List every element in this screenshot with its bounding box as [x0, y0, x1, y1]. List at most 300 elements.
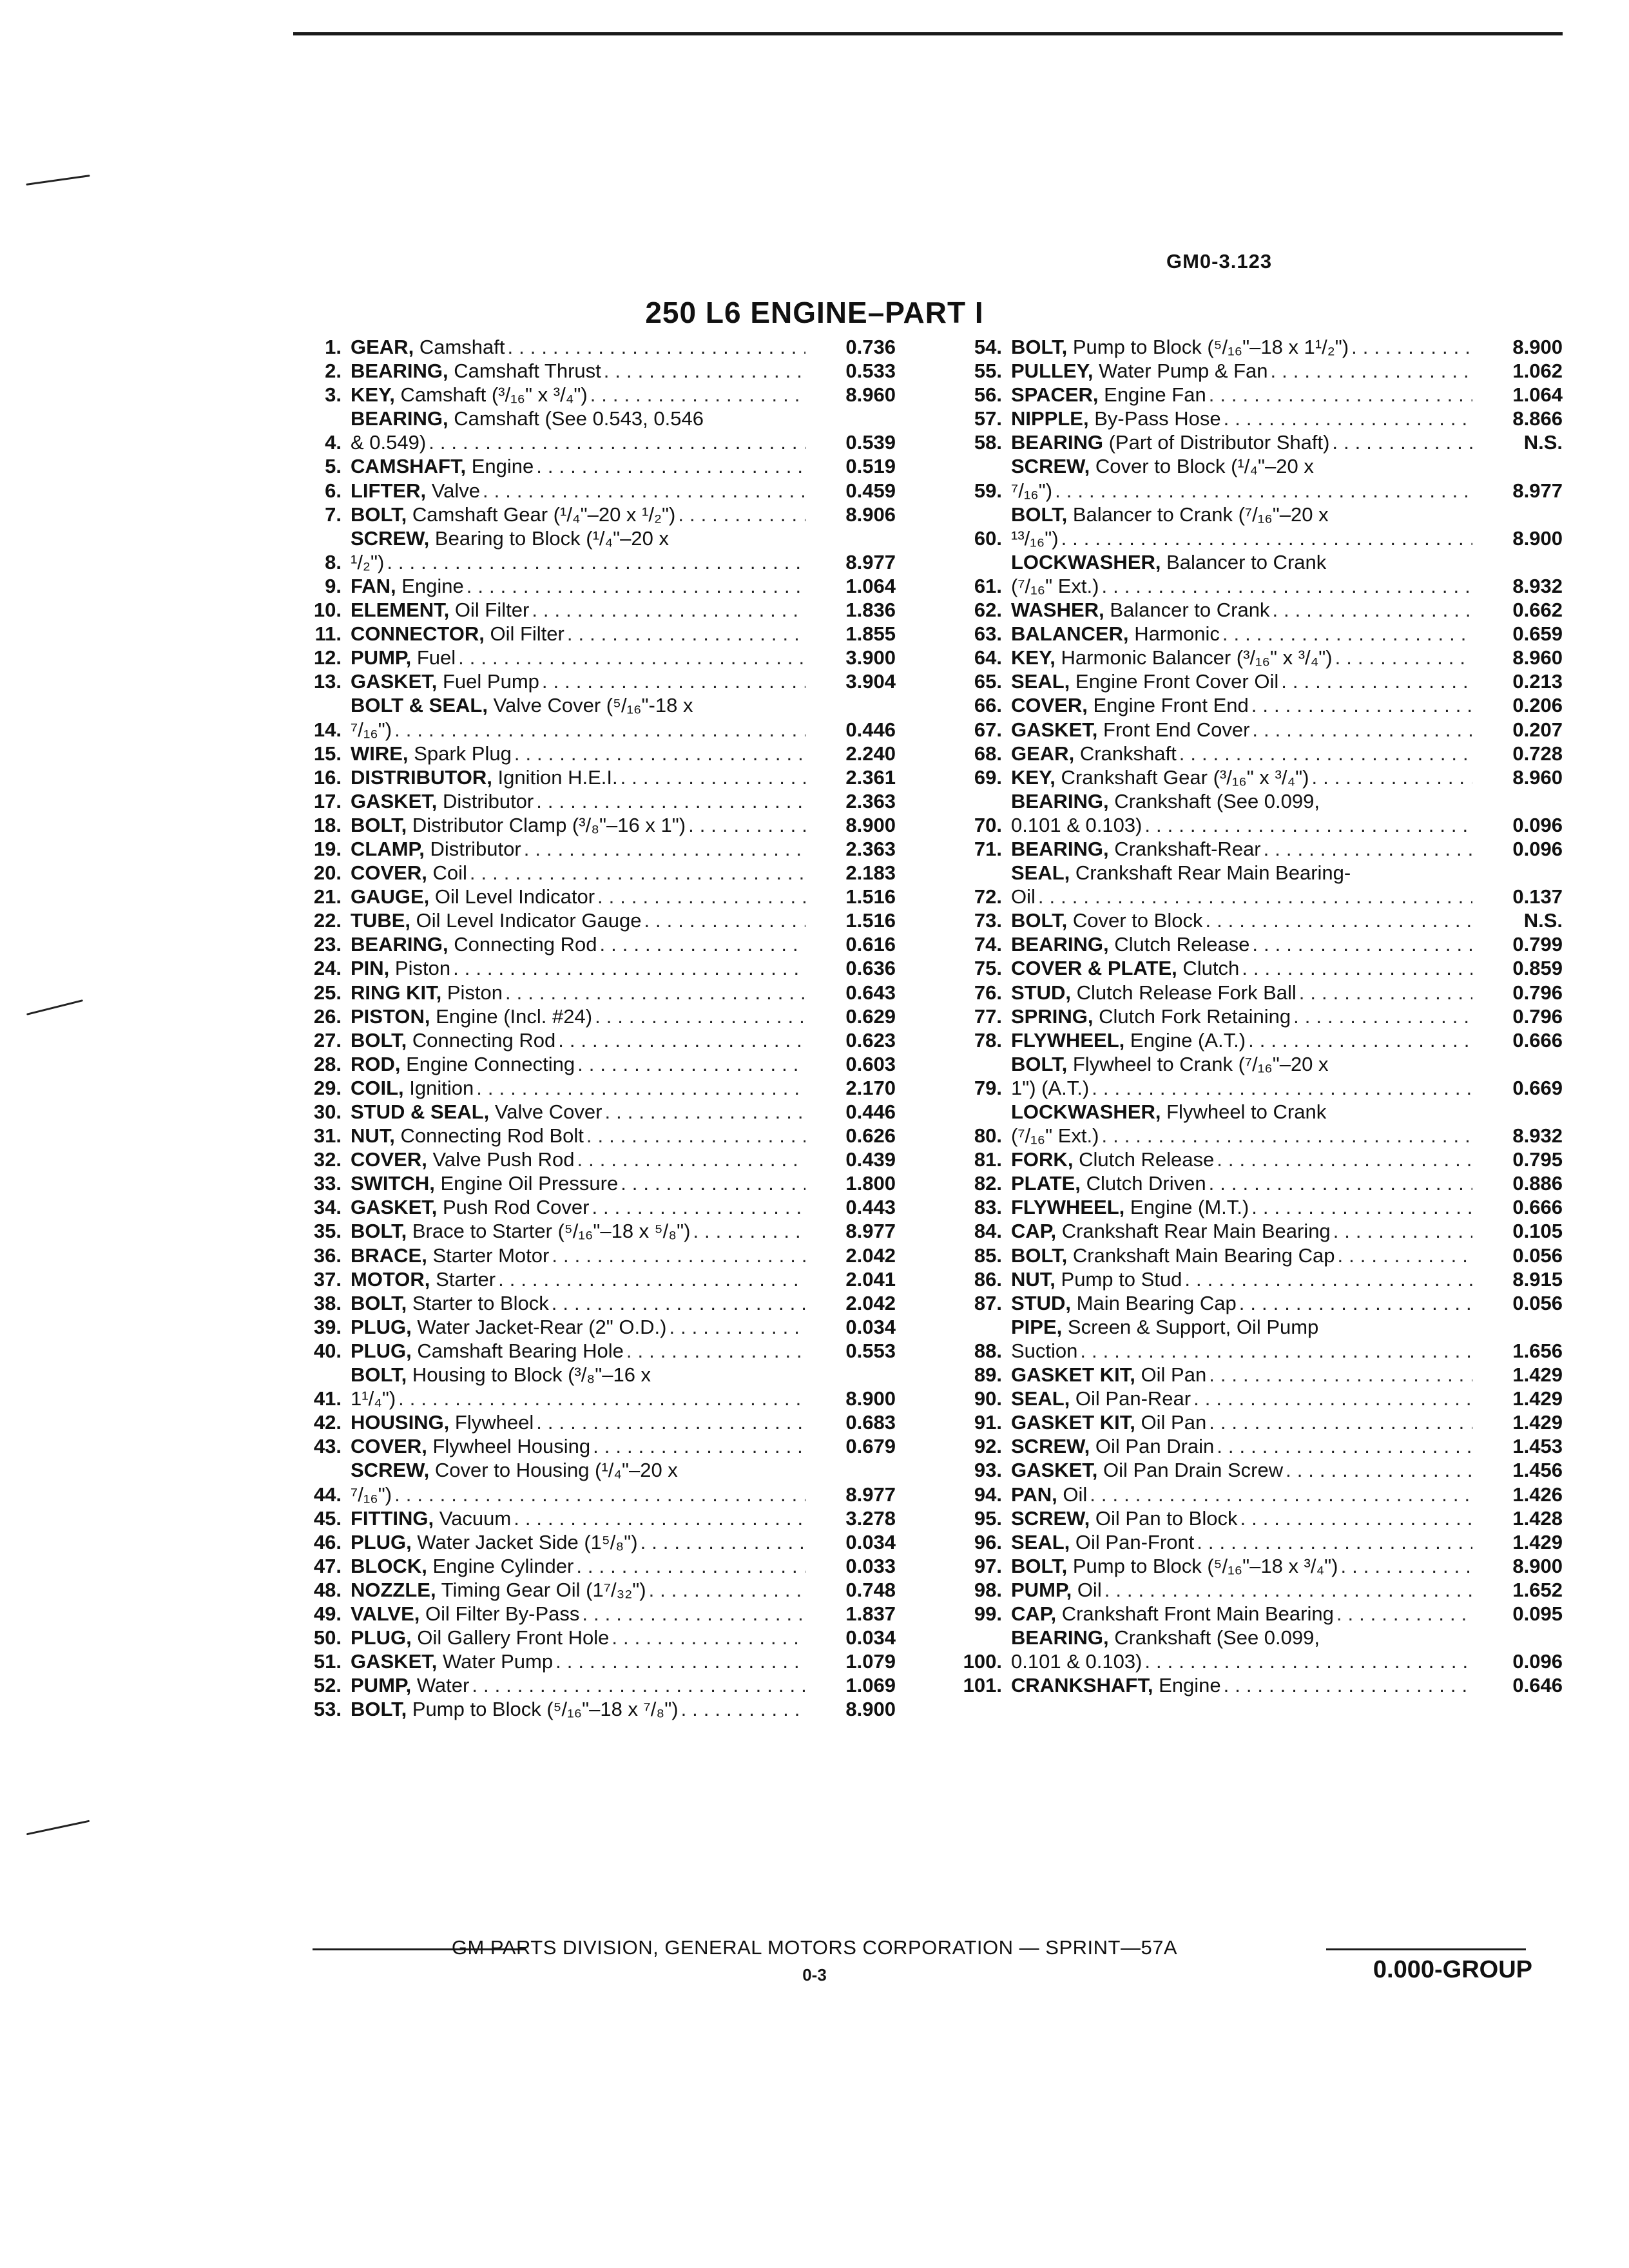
item-description: [351, 1171, 812, 1195]
item-number: 49.: [313, 1602, 342, 1625]
part-item: [944, 1458, 1563, 1482]
part-detail: Connecting Rod: [412, 1028, 556, 1052]
description-text: [1011, 1267, 1182, 1291]
item-number: 52.: [313, 1674, 342, 1697]
part-name: BLOCK,: [351, 1554, 427, 1577]
part-item: [944, 908, 1563, 932]
description-text: [351, 765, 618, 789]
part-item: [944, 693, 1563, 717]
description-text: [1011, 1626, 1320, 1649]
description-text: [1011, 1602, 1334, 1626]
part-item: [944, 503, 1563, 550]
dot-leader: [678, 503, 805, 526]
part-name: CAMSHAFT,: [351, 455, 467, 478]
description-line: [1011, 669, 1479, 693]
item-number: 7.: [325, 503, 342, 526]
item-description: [1011, 1028, 1479, 1052]
group-value: 0.443: [845, 1196, 896, 1219]
description-text: [1011, 693, 1249, 717]
description-line: [351, 383, 812, 407]
item-description: [1011, 503, 1479, 550]
item-number: 76.: [974, 981, 1002, 1004]
description-line: [351, 765, 812, 789]
item-number: 42.: [313, 1411, 342, 1434]
part-name: NIPPLE,: [1011, 407, 1089, 430]
part-name: STUD,: [1011, 1291, 1071, 1314]
group-value: 0.553: [845, 1339, 896, 1362]
part-item: [284, 335, 896, 359]
part-item: [284, 1315, 896, 1339]
dot-leader: [641, 1530, 805, 1554]
description-text: [1011, 1219, 1331, 1243]
item-description: [351, 885, 812, 908]
dot-leader: [1252, 932, 1472, 956]
item-description: [1011, 908, 1479, 932]
part-item: [944, 1483, 1563, 1506]
description-line: [1011, 1434, 1479, 1458]
description-line: [1011, 1195, 1479, 1219]
part-detail: Camshaft Bearing Hole: [417, 1339, 624, 1362]
item-number: 37.: [313, 1267, 342, 1291]
description-text: [1011, 1124, 1099, 1148]
part-detail: Crankshaft Rear Main Bearing: [1061, 1220, 1331, 1243]
part-detail: Timing Gear Oil (1⁷/₃₂"): [441, 1578, 646, 1601]
group-value: 1.652: [1512, 1578, 1563, 1601]
item-number: 39.: [313, 1315, 342, 1338]
description-text: [351, 1195, 589, 1219]
part-name: BOLT,: [1011, 909, 1068, 932]
part-item: [944, 981, 1563, 1004]
part-detail: Oil: [1011, 885, 1036, 908]
part-detail: 0.101 & 0.103): [1011, 813, 1142, 836]
dot-leader: [1080, 1339, 1472, 1363]
group-value: 1.800: [845, 1172, 896, 1195]
group-value: 0.795: [1512, 1148, 1563, 1171]
part-name: LOCKWASHER,: [1011, 1100, 1161, 1123]
part-detail: 1¹/₄"): [351, 1387, 396, 1410]
part-item: [284, 359, 896, 383]
item-description: [351, 574, 812, 598]
part-name: BOLT,: [351, 813, 407, 836]
part-name: ELEMENT,: [351, 599, 450, 622]
item-number: 64.: [974, 646, 1002, 669]
part-item: [284, 1602, 896, 1626]
part-detail: Oil Filter By-Pass: [425, 1602, 580, 1625]
part-name: BOLT & SEAL,: [351, 694, 488, 717]
parts-list-left: [284, 335, 896, 1721]
part-detail: ⁷/₁₆"): [351, 1483, 392, 1506]
part-detail: Oil Filter: [454, 599, 530, 622]
dot-leader: [1055, 479, 1472, 503]
description-line: [1011, 1052, 1479, 1076]
part-detail: Front End Cover: [1103, 718, 1250, 741]
part-name: GASKET,: [351, 1196, 438, 1219]
description-line: [351, 885, 812, 908]
description-text: [351, 574, 464, 598]
part-name: GASKET,: [351, 670, 438, 693]
part-detail: Crankshaft Front Main Bearing: [1061, 1602, 1334, 1625]
item-number: 92.: [974, 1435, 1002, 1458]
description-text: [351, 1554, 574, 1578]
item-number: 81.: [974, 1148, 1002, 1171]
part-item: [284, 932, 896, 956]
description-text: [351, 908, 641, 932]
page-number: 0-3: [802, 1965, 827, 1984]
part-name: SCREW,: [1011, 1506, 1090, 1530]
part-detail: Connecting Rod: [454, 933, 597, 956]
description-text: [1011, 908, 1202, 932]
dot-leader: [458, 646, 805, 669]
description-line: [351, 1363, 812, 1387]
description-line: [1011, 1315, 1479, 1339]
description-line: [1011, 861, 1479, 885]
dot-leader: [1338, 1244, 1472, 1267]
item-description: [1011, 1195, 1479, 1219]
part-detail: Clutch: [1182, 957, 1240, 980]
dot-leader: [1144, 1649, 1472, 1673]
part-name: BOLT,: [1011, 1554, 1068, 1577]
description-line: [1011, 1171, 1479, 1195]
part-name: CRANKSHAFT,: [1011, 1674, 1153, 1697]
description-text: [351, 1267, 496, 1291]
dot-leader: [476, 1076, 805, 1100]
part-name: PIPE,: [1011, 1315, 1063, 1338]
group-value: N.S.: [1523, 909, 1563, 932]
part-item: [944, 1219, 1563, 1243]
description-text: [1011, 503, 1329, 526]
part-item: [284, 956, 896, 980]
description-line: [351, 335, 812, 359]
dot-leader: [621, 765, 805, 789]
group-value: 2.363: [845, 837, 896, 860]
group-value: 0.034: [845, 1315, 896, 1338]
part-name: BOLT,: [1011, 503, 1068, 526]
description-text: [351, 1626, 609, 1649]
part-name: HOUSING,: [351, 1411, 450, 1434]
group-value: 0.105: [1512, 1220, 1563, 1243]
item-description: [1011, 956, 1479, 980]
item-number: 60.: [974, 526, 1002, 550]
part-name: LOCKWASHER,: [1011, 550, 1161, 573]
dot-leader: [1264, 837, 1472, 861]
part-detail: ⁷/₁₆"): [351, 718, 392, 741]
dot-leader: [532, 598, 805, 622]
part-item: [944, 1673, 1563, 1697]
part-item: [944, 765, 1563, 789]
description-line: [1011, 718, 1479, 742]
description-line: [1011, 359, 1479, 383]
description-line: [351, 1028, 812, 1052]
item-description: [1011, 693, 1479, 717]
description-text: [351, 1244, 549, 1267]
item-description: [351, 1530, 812, 1554]
item-description: [1011, 1387, 1479, 1410]
part-name: MOTOR,: [351, 1267, 430, 1291]
description-line: [351, 1076, 812, 1100]
part-item: [284, 1626, 896, 1649]
item-number: 82.: [974, 1172, 1002, 1195]
item-number: 16.: [313, 765, 342, 789]
part-detail: Piston: [394, 957, 451, 980]
part-detail: Bearing to Block (¹/₄"–20 x: [434, 526, 670, 550]
group-value: 0.626: [845, 1124, 896, 1148]
dot-leader: [1101, 1124, 1472, 1148]
item-number: 95.: [974, 1506, 1002, 1530]
description-line: [351, 1578, 812, 1602]
description-text: [1011, 718, 1249, 742]
part-detail: Housing to Block (³/₈"–16 x: [412, 1363, 651, 1387]
item-description: [351, 1626, 812, 1649]
item-number: 10.: [313, 599, 342, 622]
part-item: [284, 1410, 896, 1434]
part-name: NOZZLE,: [351, 1578, 436, 1601]
part-item: [284, 1363, 896, 1410]
part-item: [284, 837, 896, 861]
part-detail: Harmonic Balancer (³/₁₆" x ³/₄"): [1061, 646, 1333, 669]
part-item: [944, 1554, 1563, 1578]
dot-leader: [1248, 1028, 1472, 1052]
item-description: [351, 1100, 812, 1124]
part-item: [944, 430, 1563, 454]
group-value: 2.361: [845, 765, 896, 789]
part-detail: Crankshaft Rear Main Bearing-: [1075, 861, 1351, 885]
description-text: [351, 1434, 590, 1458]
group-value: 8.977: [845, 1483, 896, 1506]
part-detail: Flywheel to Crank (⁷/₁₆"–20 x: [1072, 1052, 1329, 1075]
part-item: [284, 1148, 896, 1171]
dot-leader: [669, 1315, 805, 1339]
dot-leader: [1224, 407, 1472, 430]
description-text: [351, 1339, 624, 1363]
part-item: [944, 407, 1563, 430]
item-number: 83.: [974, 1196, 1002, 1219]
description-text: [1011, 430, 1329, 454]
dot-leader: [1340, 1554, 1472, 1578]
group-value: 0.096: [1512, 1650, 1563, 1673]
dot-leader: [505, 981, 805, 1004]
parts-list-right: [944, 335, 1563, 1697]
part-detail: Clutch Release: [1114, 933, 1250, 956]
dot-leader: [1293, 1004, 1472, 1028]
item-number: 71.: [974, 837, 1002, 860]
item-description: [351, 837, 812, 861]
description-line: [351, 598, 812, 622]
description-line: [351, 1387, 812, 1410]
group-value: 1.429: [1512, 1530, 1563, 1553]
part-name: COVER & PLATE,: [1011, 957, 1177, 980]
part-detail: Oil Pan to Block: [1095, 1506, 1238, 1530]
item-number: 78.: [974, 1028, 1002, 1052]
part-name: GASKET KIT,: [1011, 1411, 1135, 1434]
description-line: [351, 1649, 812, 1673]
group-value: 8.915: [1512, 1267, 1563, 1291]
dot-leader: [467, 574, 805, 598]
part-detail: Push Rod Cover: [442, 1196, 590, 1219]
part-name: COIL,: [351, 1076, 404, 1099]
description-line: [351, 407, 812, 430]
part-item: [944, 1530, 1563, 1554]
description-line: [1011, 932, 1479, 956]
description-line: [1011, 1506, 1479, 1530]
group-value: 0.629: [845, 1004, 896, 1028]
part-name: WIRE,: [351, 742, 409, 765]
dot-leader: [394, 1483, 805, 1506]
part-detail: Engine Connecting: [406, 1052, 575, 1075]
part-name: KEY,: [1011, 765, 1055, 789]
part-item: [944, 1028, 1563, 1052]
group-value: 8.932: [1512, 1124, 1563, 1148]
dot-leader: [1240, 1506, 1472, 1530]
item-number: 97.: [974, 1554, 1002, 1577]
group-value: 1.426: [1512, 1483, 1563, 1506]
group-value: 2.170: [845, 1076, 896, 1099]
part-detail: Engine Oil Pressure: [440, 1172, 619, 1195]
description-line: [1011, 1124, 1479, 1148]
dot-leader: [1092, 1076, 1472, 1100]
group-value: 0.636: [845, 957, 896, 980]
description-text: [1011, 1458, 1283, 1482]
item-number: 25.: [313, 981, 342, 1004]
part-item: [944, 1363, 1563, 1387]
group-value: 8.932: [1512, 574, 1563, 597]
part-detail: & 0.549): [351, 431, 427, 454]
group-value: 3.900: [845, 646, 896, 669]
dot-leader: [1336, 1602, 1472, 1626]
part-item: [944, 622, 1563, 646]
description-line: [351, 813, 812, 837]
item-description: [1011, 1530, 1479, 1554]
description-line: [1011, 789, 1479, 813]
description-text: [1011, 1148, 1214, 1171]
description-line: [1011, 598, 1479, 622]
dot-leader: [595, 1004, 805, 1028]
item-number: 56.: [974, 383, 1002, 407]
description-text: [1011, 335, 1349, 359]
dot-leader: [555, 1649, 805, 1673]
item-number: 17.: [313, 789, 342, 812]
dot-leader: [483, 479, 805, 503]
item-number: 74.: [974, 933, 1002, 956]
description-text: [1011, 1291, 1237, 1315]
description-line: [1011, 742, 1479, 765]
part-detail: Water Pump: [442, 1650, 554, 1673]
part-detail: Starter to Block: [412, 1291, 549, 1314]
part-detail: Coil: [432, 861, 467, 885]
part-name: COVER,: [351, 1435, 427, 1458]
dot-leader: [577, 1052, 805, 1076]
dot-leader: [470, 861, 805, 885]
part-name: SEAL,: [1011, 1387, 1070, 1410]
dot-leader: [524, 837, 805, 861]
description-text: [1011, 1387, 1191, 1410]
part-detail: Valve Push Rod: [432, 1148, 575, 1171]
item-number: 75.: [974, 957, 1002, 980]
group-value: 0.206: [1512, 694, 1563, 717]
part-name: BRACE,: [351, 1244, 427, 1267]
item-description: [1011, 1506, 1479, 1530]
item-description: [1011, 1219, 1479, 1243]
description-line: [351, 646, 812, 669]
part-item: [944, 1052, 1563, 1100]
dot-leader: [1286, 1458, 1472, 1482]
item-description: [1011, 1291, 1479, 1315]
description-line: [351, 1602, 812, 1626]
dot-leader: [398, 1387, 805, 1410]
description-text: [351, 1219, 690, 1243]
dot-leader: [514, 1506, 805, 1530]
item-number: 57.: [974, 407, 1002, 430]
part-detail: Engine: [471, 455, 534, 478]
description-text: [1011, 742, 1177, 765]
description-text: [351, 598, 529, 622]
item-number: 66.: [974, 694, 1002, 717]
part-item: [284, 407, 896, 454]
part-item: [284, 669, 896, 693]
description-text: [1011, 1195, 1249, 1219]
description-text: [1011, 885, 1036, 908]
part-item: [944, 335, 1563, 359]
item-description: [351, 1052, 812, 1076]
part-detail: Flywheel Housing: [432, 1435, 591, 1458]
description-text: [351, 1506, 511, 1530]
part-item: [944, 1267, 1563, 1291]
item-description: [351, 1028, 812, 1052]
part-name: GEAR,: [1011, 742, 1075, 765]
dot-leader: [626, 1339, 805, 1363]
part-detail: Water: [416, 1674, 470, 1697]
description-text: [351, 1291, 549, 1315]
item-number: 1.: [325, 336, 342, 358]
description-line: [1011, 813, 1479, 837]
description-text: [351, 1363, 651, 1387]
group-value: 8.906: [845, 503, 896, 526]
part-detail: Crankshaft (See 0.099,: [1114, 1626, 1320, 1649]
description-text: [351, 407, 704, 430]
group-value: 0.659: [1512, 622, 1563, 646]
part-detail: Water Jacket Side (1⁵/₈"): [417, 1530, 638, 1553]
part-item: [284, 981, 896, 1004]
part-detail: Water Jacket-Rear (2" O.D.): [417, 1315, 667, 1338]
description-text: [1011, 1028, 1246, 1052]
part-detail: Suction: [1011, 1339, 1078, 1362]
dot-leader: [1209, 383, 1472, 407]
description-text: [1011, 622, 1220, 646]
description-text: [351, 742, 512, 765]
dot-leader: [1335, 646, 1472, 669]
part-detail: 0.101 & 0.103): [1011, 1650, 1142, 1673]
item-description: [1011, 1363, 1479, 1387]
part-item: [284, 813, 896, 837]
item-description: [351, 1554, 812, 1578]
item-number: 36.: [313, 1244, 342, 1267]
description-text: [351, 335, 505, 359]
item-number: 99.: [974, 1602, 1002, 1625]
item-description: [351, 693, 812, 741]
description-text: [351, 789, 534, 813]
item-description: [1011, 454, 1479, 502]
item-number: 43.: [313, 1435, 342, 1458]
part-name: RING KIT,: [351, 981, 442, 1004]
description-line: [1011, 1387, 1479, 1410]
item-description: [351, 1434, 812, 1458]
part-item: [284, 383, 896, 407]
description-text: [351, 1100, 602, 1124]
description-text: [1011, 479, 1052, 503]
dot-leader: [429, 430, 805, 454]
item-description: [1011, 1602, 1479, 1626]
item-description: [351, 1673, 812, 1697]
group-value: 0.623: [845, 1028, 896, 1052]
